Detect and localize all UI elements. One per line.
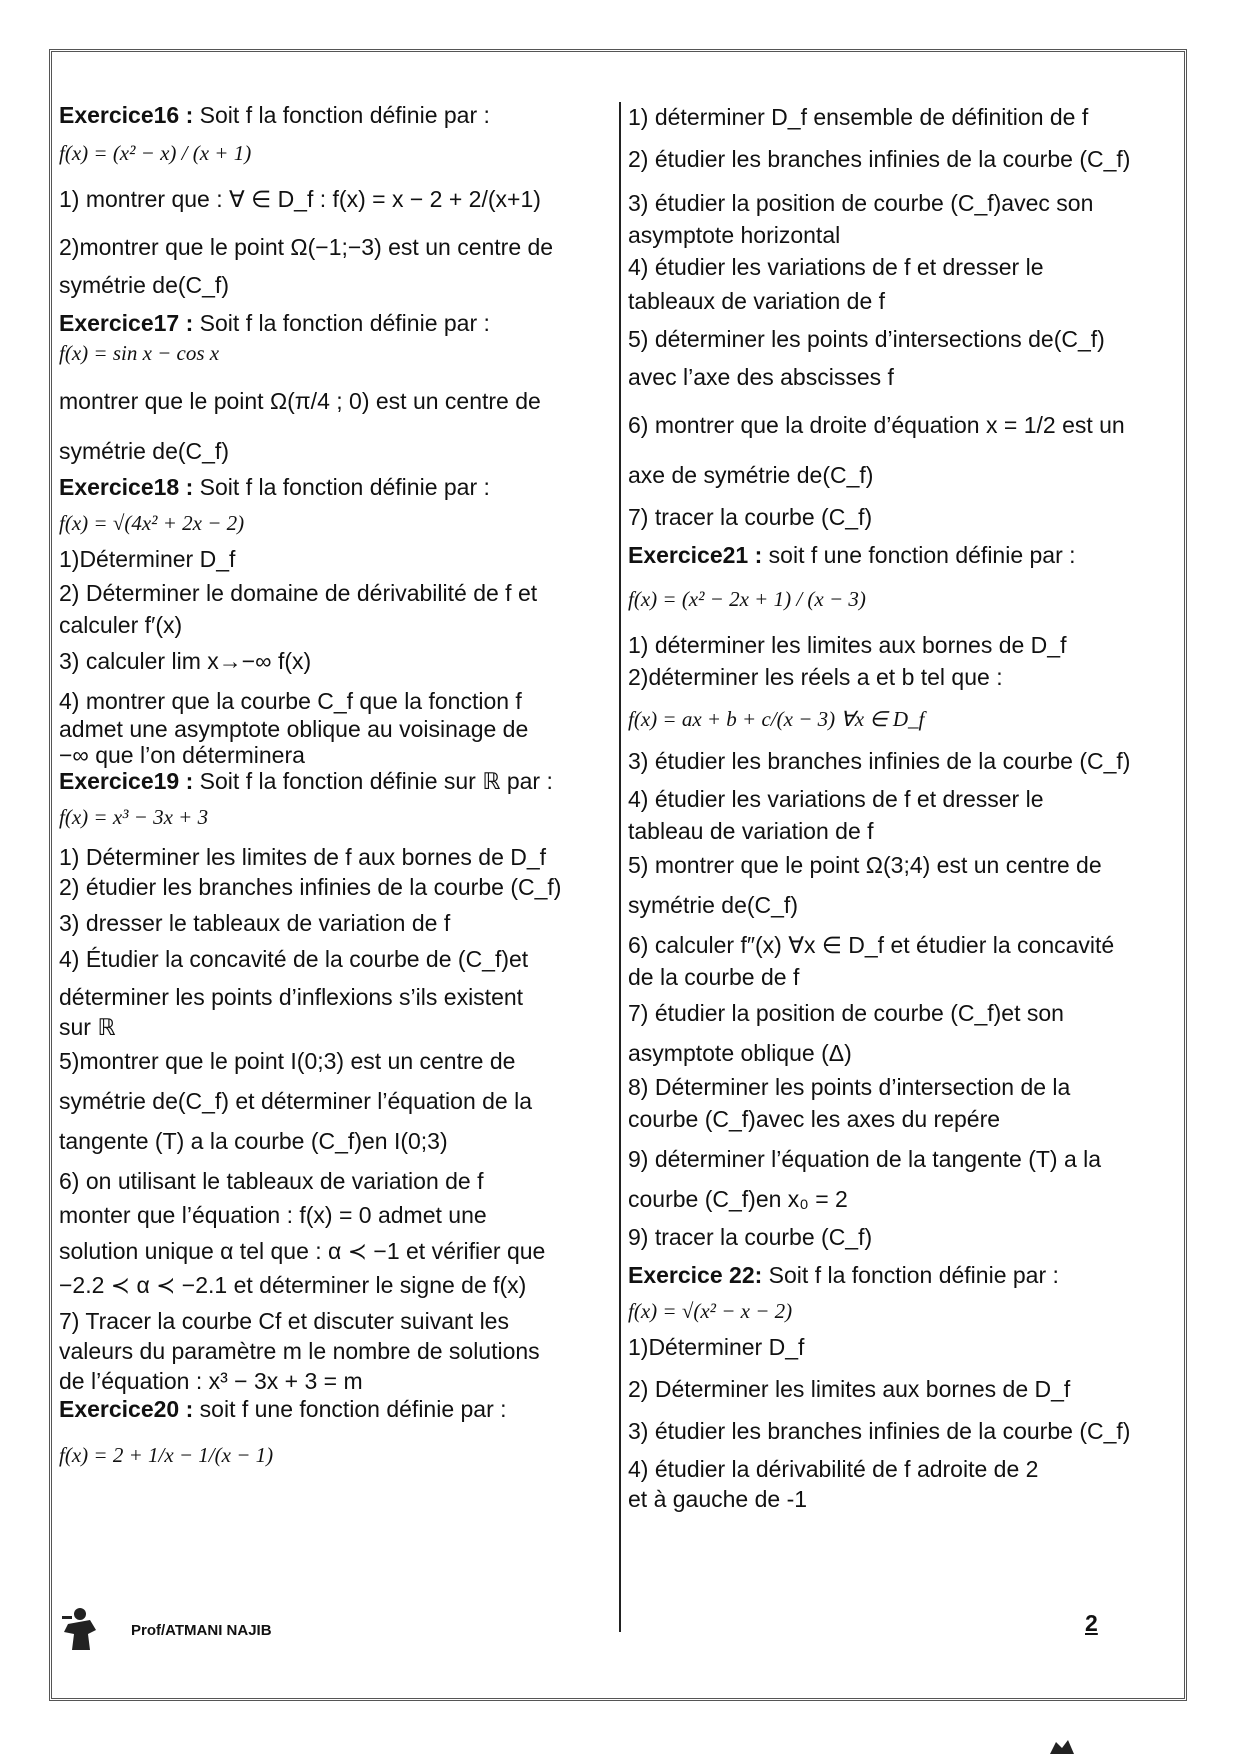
question: 5)montrer que le point I(0;3) est un centre de: [59, 1048, 516, 1074]
question: 7) tracer la courbe (C_f): [628, 504, 873, 530]
question: 3) étudier la position de courbe (C_f)avec son: [628, 190, 1094, 216]
question: 5) montrer que le point Ω(3;4) est un centre de: [628, 852, 1102, 878]
page-number: 2: [1085, 1610, 1098, 1636]
exercise-18-heading: Exercice18 : Soit f la fonction définie par :: [59, 474, 490, 500]
question: 1)Déterminer D_f: [59, 546, 236, 572]
question: −∞ que l’on déterminera: [59, 742, 305, 768]
question: valeurs du paramètre m le nombre de solutions: [59, 1338, 540, 1364]
formula: f(x) = √(4x² + 2x − 2): [59, 511, 245, 535]
question: solution unique α tel que : α ≺ −1 et vérifier que: [59, 1238, 546, 1264]
question: 4) étudier la dérivabilité de f adroite de 2: [628, 1456, 1039, 1482]
question: 9) tracer la courbe (C_f): [628, 1224, 873, 1250]
question: 2)montrer que le point Ω(−1;−3) est un centre de: [59, 234, 554, 260]
question: de l’équation : x³ − 3x + 3 = m: [59, 1368, 363, 1394]
exercise-19-heading: Exercice19 : Soit f la fonction définie sur ℝ par :: [59, 768, 553, 794]
question: 6) on utilisant le tableaux de variation de f: [59, 1168, 484, 1194]
author-name: Prof/ATMANI NAJIB: [131, 1622, 272, 1639]
question: courbe (C_f)en x₀ = 2: [628, 1186, 848, 1212]
question: 1) Déterminer les limites de f aux bornes de D_f: [59, 844, 547, 870]
question: 2) étudier les branches infinies de la courbe (C_f): [628, 146, 1131, 172]
exercise-21-heading: Exercice21 : soit f une fonction définie par :: [628, 542, 1076, 568]
question: 3) dresser le tableaux de variation de f: [59, 910, 451, 936]
question: 7) étudier la position de courbe (C_f)et son: [628, 1000, 1064, 1026]
question: montrer que le point Ω(π/4 ; 0) est un centre de: [59, 388, 541, 414]
formula: f(x) = 2 + 1/x − 1/(x − 1): [59, 1443, 274, 1467]
question: de la courbe de f: [628, 964, 800, 990]
question: 4) montrer que la courbe C_f que la fonction f: [59, 688, 522, 714]
corner-logo-icon: [1048, 1738, 1076, 1754]
question: tableau de variation de f: [628, 818, 874, 844]
exercise-17-heading: Exercice17 : Soit f la fonction définie par :: [59, 310, 490, 336]
question: monter que l’équation : f(x) = 0 admet une: [59, 1202, 487, 1228]
question: calculer f′(x): [59, 612, 183, 638]
question: 1) montrer que : ∀ ∈ D_f : f(x) = x − 2 + 2/(x+1): [59, 186, 541, 212]
question: et à gauche de -1: [628, 1486, 808, 1512]
question: 6) calculer f″(x) ∀x ∈ D_f et étudier la concavité: [628, 932, 1115, 958]
question: avec l’axe des abscisses f: [628, 364, 894, 390]
question: asymptote oblique (Δ): [628, 1040, 852, 1066]
question: 1)Déterminer D_f: [628, 1334, 805, 1360]
question: 4) Étudier la concavité de la courbe de (C_f)et: [59, 946, 529, 972]
exercise-16-heading: Exercice16 : Soit f la fonction définie par :: [59, 102, 490, 128]
question: 2) Déterminer les limites aux bornes de D_f: [628, 1376, 1071, 1402]
question: axe de symétrie de(C_f): [628, 462, 874, 488]
exercise-20-heading: Exercice20 : soit f une fonction définie par :: [59, 1396, 507, 1422]
question: 3) étudier les branches infinies de la courbe (C_f): [628, 748, 1131, 774]
question: symétrie de(C_f) et déterminer l’équation de la: [59, 1088, 533, 1114]
formula: f(x) = ax + b + c/(x − 3) ∀x ∈ D_f: [628, 707, 925, 731]
question: symétrie de(C_f): [59, 438, 229, 464]
question: 1) déterminer les limites aux bornes de D_f: [628, 632, 1067, 658]
question: 2) Déterminer le domaine de dérivabilité de f et: [59, 580, 538, 606]
formula: f(x) = (x² − 2x + 1) / (x − 3): [628, 587, 866, 611]
question: 8) Déterminer les points d’intersection de la: [628, 1074, 1071, 1100]
question: sur ℝ: [59, 1014, 116, 1040]
question: 2)déterminer les réels a et b tel que :: [628, 664, 1003, 690]
question: 3) étudier les branches infinies de la courbe (C_f): [628, 1418, 1131, 1444]
author-logo-icon: [60, 1606, 102, 1652]
question: courbe (C_f)avec les axes du repére: [628, 1106, 1001, 1132]
question: 6) montrer que la droite d’équation x = 1/2 est un: [628, 412, 1125, 438]
question: symétrie de(C_f): [59, 272, 229, 298]
question: 5) déterminer les points d’intersections de(C_f): [628, 326, 1105, 352]
question: −2.2 ≺ α ≺ −2.1 et déterminer le signe de f(x): [59, 1272, 527, 1298]
question: admet une asymptote oblique au voisinage de: [59, 716, 529, 742]
question: 3) calculer lim x→−∞ f(x): [59, 648, 312, 674]
question: 1) déterminer D_f ensemble de définition de f: [628, 104, 1089, 130]
formula: f(x) = x³ − 3x + 3: [59, 805, 209, 829]
formula: f(x) = sin x − cos x: [59, 341, 220, 365]
question: 4) étudier les variations de f et dresser le: [628, 254, 1044, 280]
column-divider: [619, 102, 621, 1632]
question: déterminer les points d’inflexions s’ils existent: [59, 984, 524, 1010]
question: asymptote horizontal: [628, 222, 841, 248]
formula: f(x) = (x² − x) / (x + 1): [59, 141, 252, 165]
question: 4) étudier les variations de f et dresser le: [628, 786, 1044, 812]
question: 9) déterminer l’équation de la tangente (T) a la: [628, 1146, 1102, 1172]
question: tangente (T) a la courbe (C_f)en I(0;3): [59, 1128, 448, 1154]
formula: f(x) = √(x² − x − 2): [628, 1299, 793, 1323]
exercise-22-heading: Exercice 22: Soit f la fonction définie par :: [628, 1262, 1059, 1288]
question: 2) étudier les branches infinies de la courbe (C_f): [59, 874, 562, 900]
question: tableaux de variation de f: [628, 288, 886, 314]
question: 7) Tracer la courbe Cf et discuter suivant les: [59, 1308, 509, 1334]
question: symétrie de(C_f): [628, 892, 798, 918]
